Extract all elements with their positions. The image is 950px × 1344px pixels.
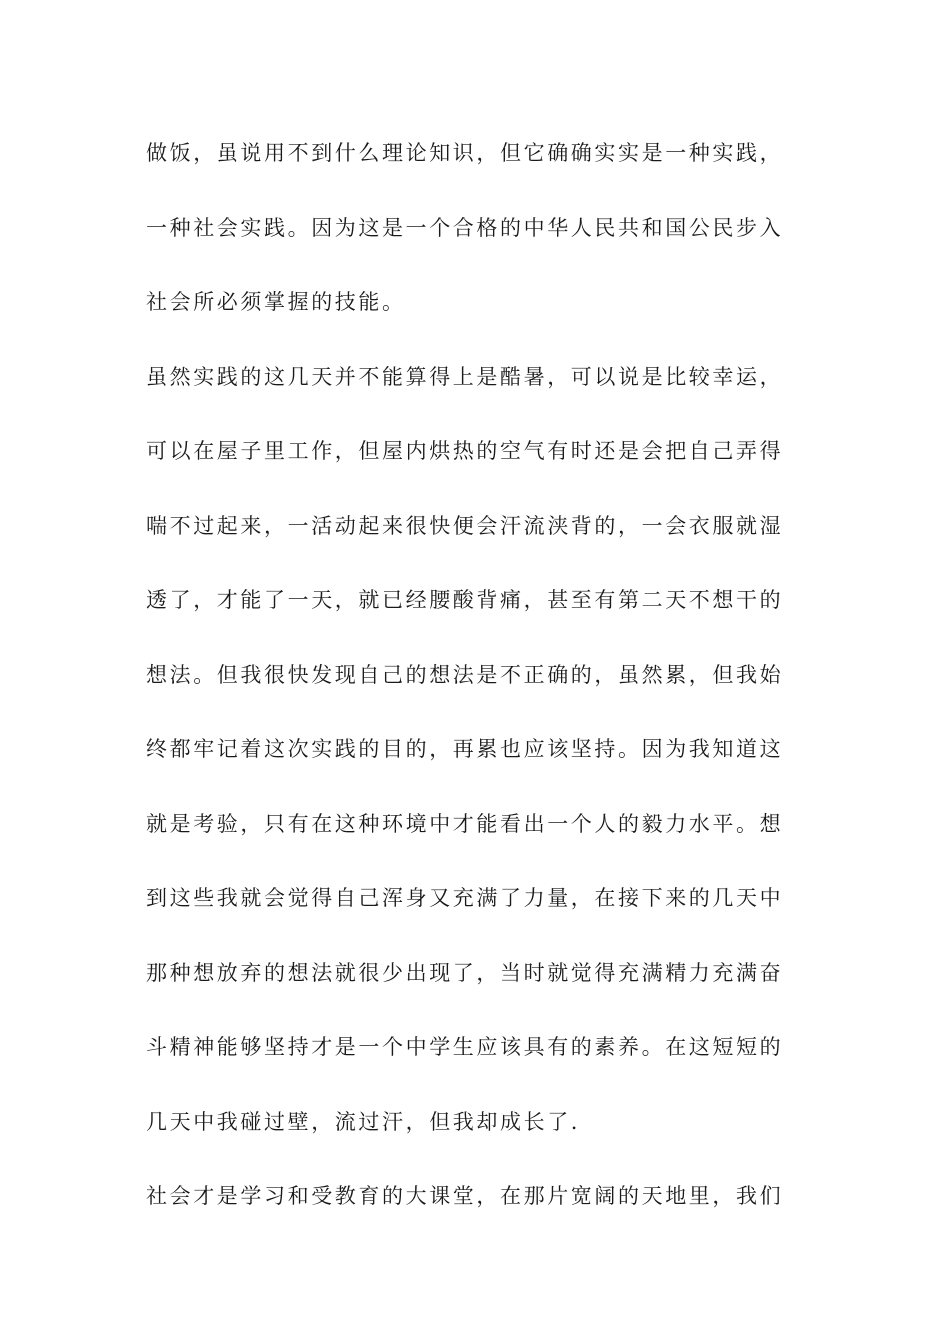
text-line: 几天中我碰过壁，流过汗，但我却成长了.	[146, 1109, 581, 1134]
text-line: 可以在屋子里工作，但屋内烘热的空气有时还是会把自己弄得	[146, 439, 784, 463]
body-text	[146, 125, 806, 1243]
text-line: 终都牢记着这次实践的目的，再累也应该坚持。因为我知道这	[146, 737, 784, 761]
text-line: 到这些我就会觉得自己浑身又充满了力量，在接下来的几天中	[146, 886, 784, 910]
text-line: 那种想放弃的想法就很少出现了，当时就觉得充满精力充满奋	[146, 960, 784, 985]
text-line: 斗精神能够坚持才是一个中学生应该具有的素养。在这短短的	[146, 1035, 784, 1059]
text-line: 就是考验，只有在这种环境中才能看出一个人的毅力水平。想	[146, 811, 784, 836]
text-line: 喘不过起来，一活动起来很快便会汗流浃背的，一会衣服就湿	[146, 513, 784, 538]
text-line: 做饭，虽说用不到什么理论知识，但它确确实实是一种实践，	[146, 141, 784, 165]
text-line: 社会才是学习和受教育的大课堂，在那片宽阔的天地里，我们	[146, 1184, 784, 1208]
text-line: 虽然实践的这几天并不能算得上是酷暑，可以说是比较幸运，	[146, 364, 784, 389]
text-line: 透了，才能了一天，就已经腰酸背痛，甚至有第二天不想干的	[146, 588, 784, 612]
text-line: 一种社会实践。因为这是一个合格的中华人民共和国公民步入	[146, 215, 784, 240]
text-line: 社会所必须掌握的技能。	[146, 290, 406, 314]
text-line: 想法。但我很快发现自己的想法是不正确的，虽然累，但我始	[146, 662, 784, 687]
